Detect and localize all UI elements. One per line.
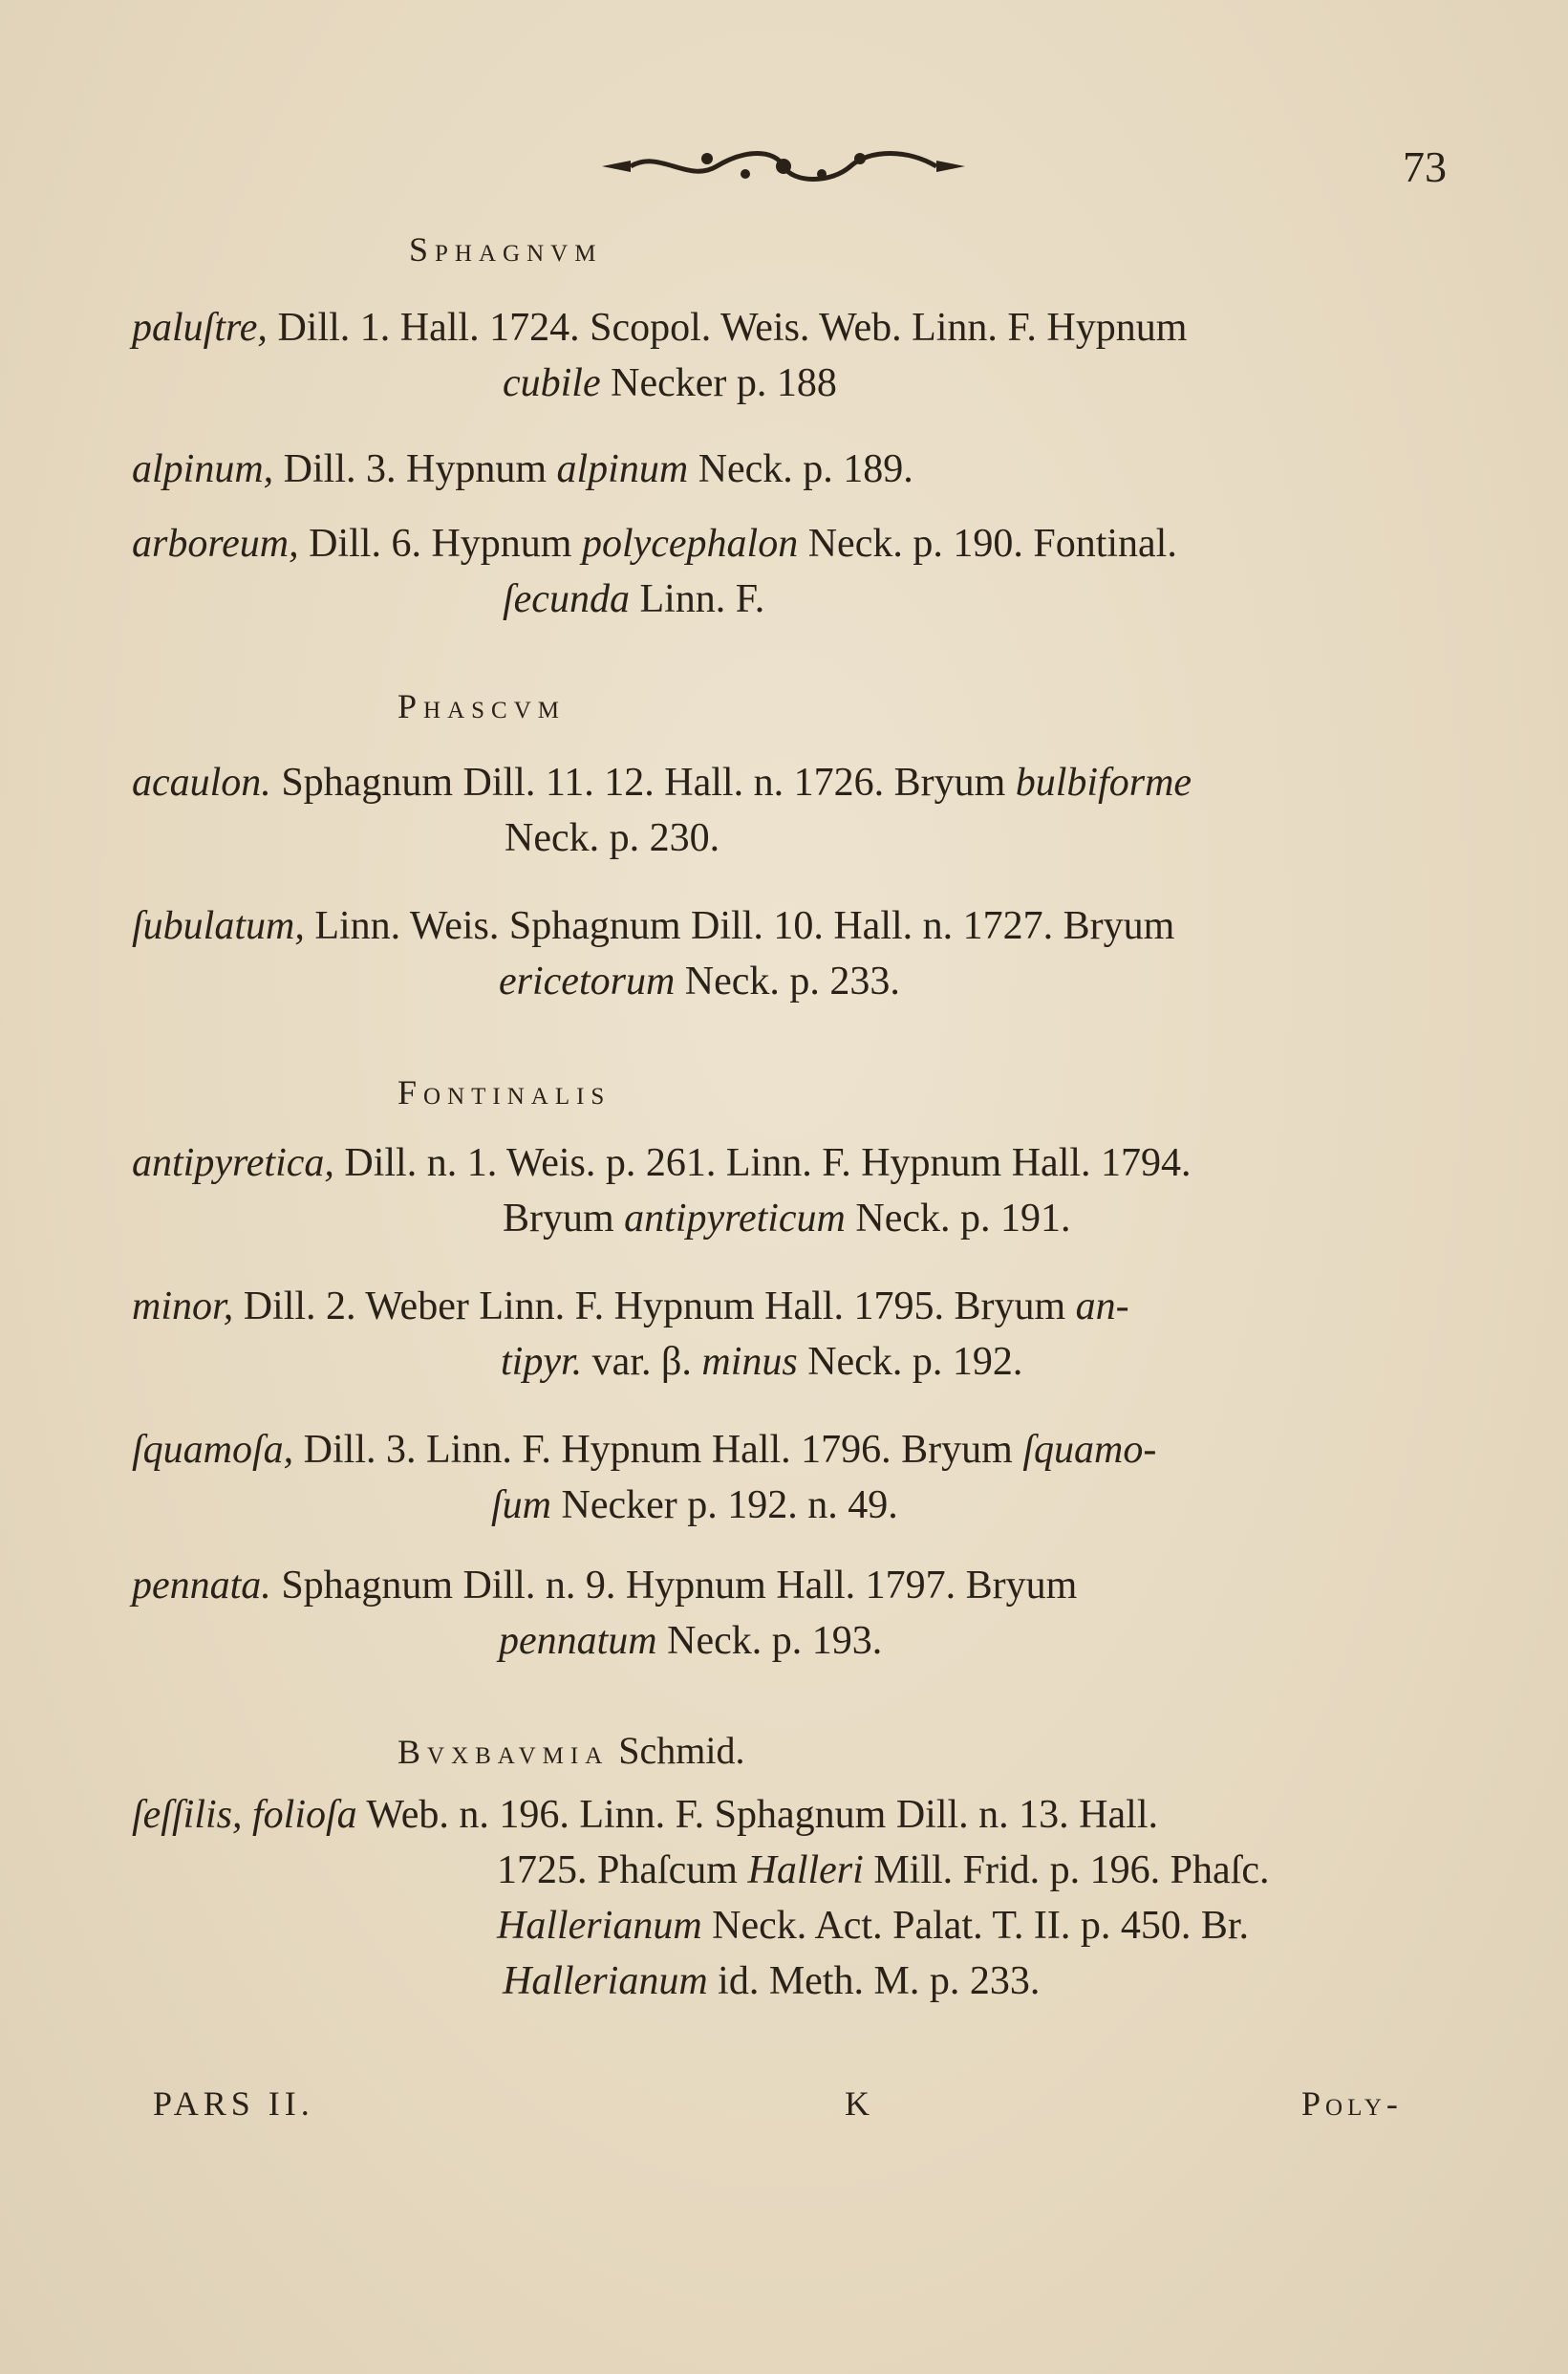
species-name: ſquamoſa, bbox=[132, 1428, 294, 1472]
entry-italic: Halleri bbox=[747, 1848, 864, 1892]
species-name: ſubulatum, bbox=[132, 904, 305, 948]
entry-italic: cubile bbox=[503, 361, 601, 405]
entry-italic: an- bbox=[1075, 1284, 1129, 1328]
entry-italic: antipyreticum bbox=[624, 1197, 846, 1241]
entry-text: Neck. p. 189. bbox=[688, 447, 913, 491]
entry-text: Neck. p. 191. bbox=[845, 1197, 1071, 1241]
entry-italic: Hallerianum bbox=[503, 1959, 708, 2003]
species-name: paluſtre, bbox=[132, 306, 268, 350]
genus-heading-phascum: Phascvm bbox=[397, 687, 566, 725]
species-name: minor, bbox=[132, 1284, 234, 1328]
entry-text: Dill. n. 1. Weis. p. 261. Linn. F. Hypnum Hall. 1794. bbox=[333, 1141, 1192, 1185]
entry-buxbaumia-sessilis bbox=[132, 1787, 1450, 2009]
entry-sphagnum-alpinum bbox=[132, 442, 1450, 497]
entry-text: Web. n. 196. Linn. F. Sphagnum Dill. n. 13. Hall. bbox=[356, 1793, 1158, 1837]
entry-italic: minus bbox=[701, 1340, 798, 1384]
entry-phascum-subulatum bbox=[132, 898, 1450, 1009]
genus-heading-fontinalis: Fontinalis bbox=[397, 1073, 612, 1111]
entry-text: Neck. p. 190. Fontinal. bbox=[798, 522, 1177, 566]
entry-fontinalis-antipyretica bbox=[132, 1135, 1450, 1246]
entry-text: Dill. 3. Linn. F. Hypnum Hall. 1796. Bryum bbox=[293, 1428, 1023, 1472]
entry-italic: ſum bbox=[491, 1483, 551, 1527]
genus-heading-buxbaumia bbox=[397, 1728, 745, 1773]
entry-italic: bulbiforme bbox=[1015, 761, 1192, 805]
entry-text: Dill. 3. Hypnum bbox=[273, 447, 557, 491]
species-name: antipyretica, bbox=[132, 1141, 334, 1185]
entry-text: Neck. p. 233. bbox=[675, 960, 900, 1004]
entry-text: Dill. 6. Hypnum bbox=[298, 522, 582, 566]
genus-author: Schmid. bbox=[618, 1729, 745, 1772]
entry-fontinalis-pennata bbox=[132, 1558, 1450, 1669]
entry-text: Dill. 2. Weber Linn. F. Hypnum Hall. 1795. Bryum bbox=[233, 1284, 1076, 1328]
entry-fontinalis-squamosa bbox=[132, 1422, 1450, 1533]
entry-text: Necker p. 192. n. 49. bbox=[551, 1483, 898, 1527]
entry-text: Sphagnum Dill. 11. 12. Hall. n. 1726. Bryum bbox=[270, 761, 1016, 805]
entry-text: Neck. Act. Palat. T. II. p. 450. Br. bbox=[701, 1904, 1250, 1948]
species-name: pennata. bbox=[132, 1564, 271, 1608]
genus-heading-sphagnum: Sphagnvm bbox=[409, 230, 603, 269]
signature-mark: PARS II. bbox=[153, 2084, 314, 2123]
entry-italic: ſquamo- bbox=[1022, 1428, 1157, 1472]
signature-letter: K bbox=[845, 2084, 874, 2123]
entry-text: Sphagnum Dill. n. 9. Hypnum Hall. 1797. Bryum bbox=[270, 1564, 1078, 1608]
ornament-headpiece bbox=[592, 143, 975, 189]
entry-text: Mill. Frid. p. 196. Phaſc. bbox=[863, 1848, 1270, 1892]
entry-text: Dill. 1. Hall. 1724. Scopol. Weis. Web. Linn. F. Hypnum bbox=[267, 306, 1188, 350]
catchword: Poly- bbox=[1301, 2084, 1403, 2123]
entry-text: 1725. Phaſcum bbox=[497, 1848, 748, 1892]
entry-fontinalis-minor bbox=[132, 1279, 1450, 1390]
entry-text: Linn. F. bbox=[629, 577, 765, 621]
entry-text: id. Meth. M. p. 233. bbox=[707, 1959, 1041, 2003]
entry-italic: polycephalon bbox=[581, 522, 799, 566]
species-name: alpinum, bbox=[132, 447, 274, 491]
entry-italic: pennatum bbox=[499, 1619, 657, 1663]
entry-italic: Hallerianum bbox=[497, 1904, 702, 1948]
entry-text: Neck. p. 193. bbox=[656, 1619, 883, 1663]
entry-text: Necker p. 188 bbox=[600, 361, 837, 405]
entry-text: Neck. p. 230. bbox=[505, 816, 720, 860]
entry-sphagnum-arboreum bbox=[132, 516, 1450, 627]
entry-italic: alpinum bbox=[556, 447, 689, 491]
page-number: 73 bbox=[1403, 142, 1447, 191]
species-name: acaulon. bbox=[132, 761, 271, 805]
entry-text: Bryum bbox=[503, 1197, 625, 1241]
species-name: ſeſſilis, folioſa bbox=[132, 1793, 357, 1837]
entry-italic: ericetorum bbox=[499, 960, 676, 1004]
entry-text: var. β. bbox=[582, 1340, 702, 1384]
species-name: arboreum, bbox=[132, 522, 299, 566]
entry-text: Neck. p. 192. bbox=[797, 1340, 1023, 1384]
entry-text: Linn. Weis. Sphagnum Dill. 10. Hall. n. 1727. Bryum bbox=[304, 904, 1175, 948]
entry-sphagnum-palustre bbox=[132, 300, 1450, 411]
entry-italic: ſecunda bbox=[503, 577, 630, 621]
entry-phascum-acaulon bbox=[132, 755, 1450, 866]
entry-italic: tipyr. bbox=[501, 1340, 583, 1384]
genus-name: Bvxbavmia bbox=[397, 1733, 610, 1771]
